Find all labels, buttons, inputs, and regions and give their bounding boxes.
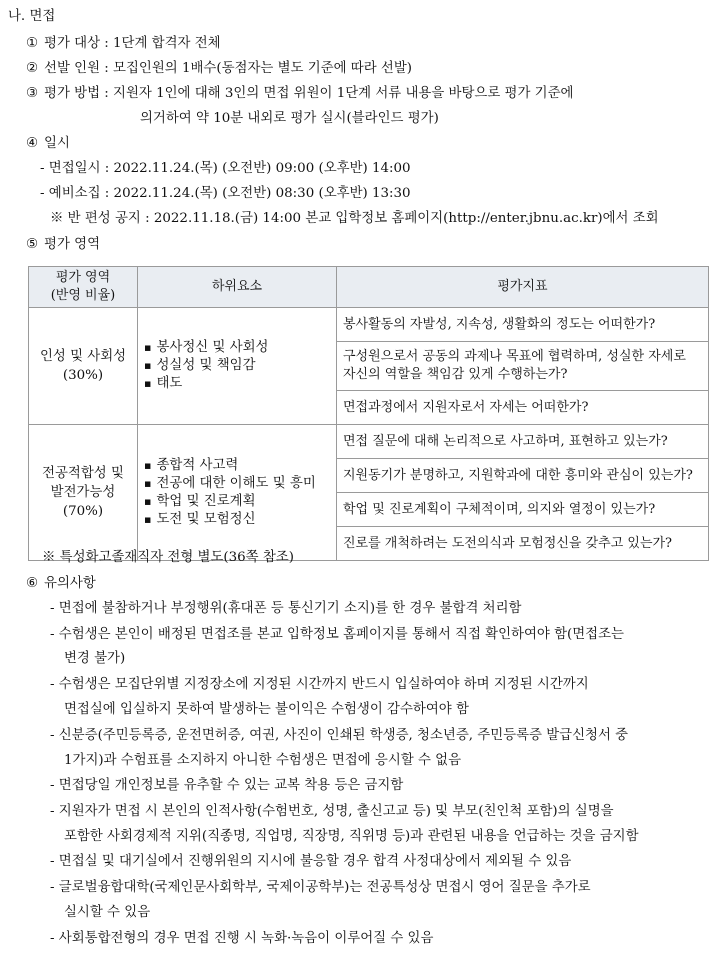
sub-element-item: ▪ 종합적 사고력 <box>144 457 336 475</box>
precaution-line-cont: 변경 불가) <box>64 651 126 666</box>
item-text: 일시 <box>44 136 70 151</box>
precaution-line: - 수험생은 본인이 배정된 면접조를 본교 입학정보 홈페이지를 통해서 직접 확인하여야 함(면접조는 <box>50 627 624 642</box>
item-number: ② <box>26 61 39 76</box>
item-schedule <box>26 135 70 153</box>
item-text: 유의사항 <box>44 576 96 591</box>
item-eval-target <box>26 35 221 53</box>
precaution-line-cont: 1가지)과 수험표를 소지하지 아니한 수험생은 면접에 응시할 수 없음 <box>64 753 462 768</box>
table-row <box>29 425 709 459</box>
category-personality <box>29 308 138 425</box>
indicator-cell: 봉사활동의 자발성, 지속성, 생활화의 정도는 어떠한가? <box>337 308 709 342</box>
sub-element-item: ▪ 성실성 및 책임감 <box>144 357 336 375</box>
sub-elements-major-fit <box>138 425 337 561</box>
category-name: 인성 및 사회성 <box>39 349 127 364</box>
category-name: 전공적합성 및 <box>42 466 124 481</box>
category-major-fit <box>29 425 138 561</box>
item-selection-count <box>26 60 412 78</box>
item-eval-method-cont: 의거하여 약 10분 내외로 평가 실시(블라인드 평가) <box>140 111 439 126</box>
item-number: ⑤ <box>26 237 39 252</box>
precaution-line: - 면접에 불참하거나 부정행위(휴대폰 등 통신기기 소지)를 한 경우 불합격 처리함 <box>50 601 522 616</box>
item-text: 선발 인원 : 모집인원의 1배수(동점자는 별도 기준에 따라 선발) <box>44 61 412 76</box>
table-note: ※ 특성화고졸재직자 전형 별도(36쪽 참조) <box>42 550 294 565</box>
item-text: 평가 영역 <box>44 237 101 252</box>
precaution-line-cont: 면접실에 입실하지 못하여 발생하는 불이익은 수험생이 감수하여야 함 <box>64 702 469 717</box>
sub-element-item: ▪ 전공에 대한 이해도 및 흥미 <box>144 475 336 493</box>
precaution-line-cont: 실시할 수 있음 <box>64 905 151 920</box>
category-weight: (70%) <box>62 504 104 519</box>
category-weight: (30%) <box>62 368 104 383</box>
precaution-line: - 사회통합전형의 경우 면접 진행 시 녹화·녹음이 이루어질 수 있음 <box>50 931 434 946</box>
item-number: ③ <box>26 86 39 101</box>
precaution-line-cont: 포함한 사회경제적 지위(직종명, 직업명, 직장명, 직위명 등)과 관련된 내용을 언급하는 것을 금지함 <box>64 829 639 844</box>
sub-element-item: ▪ 태도 <box>144 375 336 393</box>
schedule-orientation: - 예비소집 : 2022.11.24.(목) (오전반) 08:30 (오후반) 13:30 <box>40 186 411 201</box>
indicator-cell: 진로를 개척하려는 도전의식과 모험정신을 갖추고 있는가? <box>337 527 709 561</box>
header-indicators: 평가지표 <box>337 267 709 308</box>
indicator-cell: 면접 질문에 대해 논리적으로 사고하며, 표현하고 있는가? <box>337 425 709 459</box>
precaution-line: - 면접실 및 대기실에서 진행위원의 지시에 불응할 경우 합격 사정대상에서 제외될 수 있음 <box>50 854 572 869</box>
precaution-line: - 면접당일 개인정보를 유추할 수 있는 교복 착용 등은 금지함 <box>50 778 404 793</box>
precaution-line: - 신분증(주민등록증, 운전면허증, 여권, 사진이 인쇄된 학생증, 청소년증, 주민등록증 발급신청서 중 <box>50 728 629 743</box>
item-eval-method <box>26 85 573 103</box>
header-sub-elements: 하위요소 <box>138 267 337 308</box>
item-number: ④ <box>26 136 39 151</box>
precaution-line: - 수험생은 모집단위별 지정장소에 지정된 시간까지 반드시 입실하여야 하며 지정된 시간까지 <box>50 677 589 692</box>
table-header-row <box>29 267 709 308</box>
header-area-line2: (반영 비율) <box>50 288 116 303</box>
sub-element-item: ▪ 학업 및 진로계획 <box>144 493 336 511</box>
item-number: ⑥ <box>26 576 39 591</box>
table-row <box>29 308 709 342</box>
sub-element-item: ▪ 도전 및 모험정신 <box>144 511 336 529</box>
item-eval-area <box>26 236 100 254</box>
item-text: 평가 대상 : 1단계 합격자 전체 <box>44 36 221 51</box>
precaution-line: - 글로벌융합대학(국제인문사회학부, 국제이공학부)는 전공특성상 면접시 영어 질문을 추가로 <box>50 880 591 895</box>
item-text: 평가 방법 : 지원자 1인에 대해 3인의 면접 위원이 1단계 서류 내용을 바탕으로 평가 기준에 <box>44 86 574 101</box>
sub-element-item: ▪ 봉사정신 및 사회성 <box>144 339 336 357</box>
sub-elements-personality <box>138 308 337 425</box>
header-area <box>29 267 138 308</box>
schedule-interview: - 면접일시 : 2022.11.24.(목) (오전반) 09:00 (오후반) 14:00 <box>40 161 411 176</box>
indicator-cell: 구성원으로서 공동의 과제나 목표에 협력하며, 성실한 자세로 자신의 역할을 책임감 있게 수행하는가? <box>337 342 709 391</box>
evaluation-table <box>28 266 709 561</box>
category-name-cont: 발전가능성 <box>50 485 116 500</box>
item-number: ① <box>26 36 39 51</box>
precaution-line: - 지원자가 면접 시 본인의 인적사항(수험번호, 성명, 출신고교 등) 및 부모(친인척 포함)의 실명을 <box>50 804 614 819</box>
schedule-group-notice: ※ 반 편성 공지 : 2022.11.18.(금) 14:00 본교 입학정보 홈페이지(http://enter.jbnu.ac.kr)에서 조회 <box>50 211 659 226</box>
section-title: 나. 면접 <box>8 9 56 24</box>
indicator-cell: 지원동기가 분명하고, 지원학과에 대한 흥미와 관심이 있는가? <box>337 459 709 493</box>
indicator-cell: 학업 및 진로계획이 구체적이며, 의지와 열정이 있는가? <box>337 493 709 527</box>
header-area-line1: 평가 영역 <box>55 270 111 285</box>
indicator-cell: 면접과정에서 지원자로서 자세는 어떠한가? <box>337 391 709 425</box>
item-precautions <box>26 575 96 593</box>
